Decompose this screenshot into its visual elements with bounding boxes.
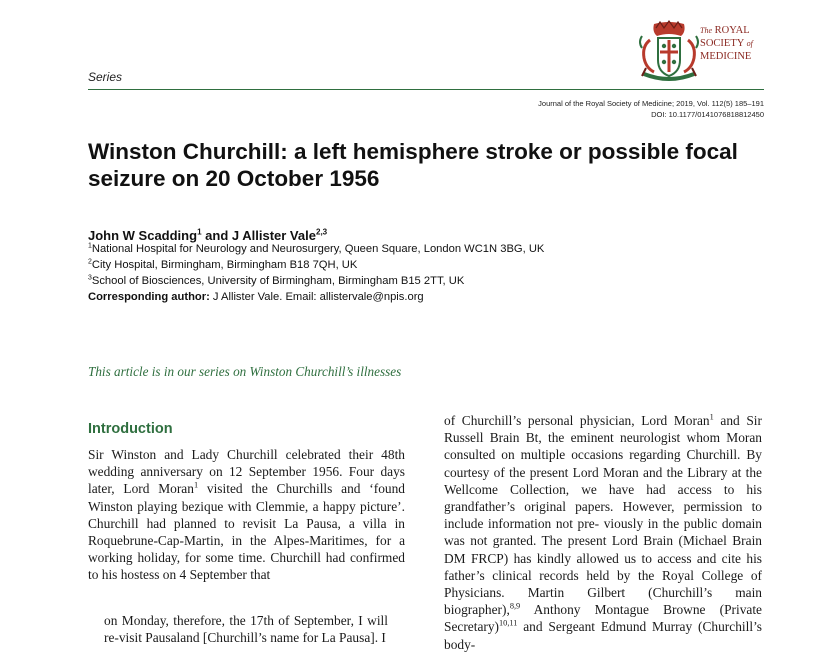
author-list: John W Scadding$^1$ and J Allister Vale$^{2,3}$ [88, 227, 328, 243]
society-line-3: MEDICINE [700, 51, 752, 62]
affiliation: $^2$City Hospital, Birmingham, Birmingham B18 7QH, UK [88, 258, 358, 271]
doi-line: DOI: 10.1177/0141076818812450 [651, 109, 764, 119]
article-title: Winston Churchill: a left hemisphere stroke or possible focal seizure on 20 October 1956 [88, 139, 738, 191]
block-quote: on Monday, therefore, the 17th of September, I will re-visit Pausaland [Churchill’s name for La Pausa]. I [104, 613, 388, 646]
header-divider [88, 89, 764, 90]
society-name [700, 24, 753, 63]
author-name: J Allister Vale [231, 228, 316, 243]
series-note: This article is in our series on Winston Churchill’s illnesses [88, 364, 402, 379]
journal-line: Journal of the Royal Society of Medicine; 2019, Vol. 112(5) 185–191 [538, 99, 764, 108]
author-ref: 2,3 [315, 227, 328, 237]
citation-ref: 1 [709, 412, 714, 422]
body-paragraph: of Churchill’s personal physician, Lord Moran$^1$ and Sir Russell Brain Bt, the eminent neurologist whom Moran consulted on multiple occasions regarding Churchill. By courtesy of the present Lord Moran and the Library at the Wellcome Collection, we have had access to his grandfather’s original papers. However, permission to include information not pre- viously in the public domain was not granted. The present Lord Brain (Michael Brain DM FRCP) has kindly allowed us to access and cite his father’s clinical records held by the Royal College of Physicians. Martin Gilbert (Churchill’s main biographer),$^{8,9}$ Anthony Montague Browne (Private Secretary)$^{10,11}$ and Sergeant Edmund Murray (Churchill’s body- [444, 412, 763, 652]
citation-ref: 1 [193, 480, 199, 490]
section-heading: Introduction [88, 421, 173, 437]
author-name: John W Scadding [88, 228, 198, 243]
corresponding-author: Corresponding author: J Allister Vale. Email: allistervale@npis.org [88, 291, 424, 303]
citation-ref: 10,11 [499, 618, 518, 628]
society-line-2: SOCIETY of [700, 38, 753, 49]
citation-ref: 8,9 [509, 601, 521, 611]
journal-citation [538, 99, 764, 120]
intro-paragraph: Sir Winston and Lady Churchill celebrated their 48th wedding anniversary on 12 September 1956. Four days later, Lord Moran$^1$ visited the Churchills and ‘found Winston playing bezique with Clemmie, a happy picture’. Churchill had planned to revisit La Pausa, a villa in Roquebrune-Cap-Martin, in the Alpes-Maritimes, for a working holiday, for some time. Churchill had confirmed to his hostess on 4 September that [88, 447, 406, 583]
author-ref: 1 [197, 227, 202, 237]
society-line-1: The ROYAL [700, 25, 750, 36]
royal-society-crest-icon [634, 18, 704, 88]
series-label: Series [88, 70, 123, 84]
affiliation: $^3$School of Biosciences, University of Birmingham, Birmingham B15 2TT, UK [88, 274, 465, 287]
affiliation: $^1$National Hospital for Neurology and Neurosurgery, Queen Square, London WC1N 3BG, UK [88, 242, 545, 255]
